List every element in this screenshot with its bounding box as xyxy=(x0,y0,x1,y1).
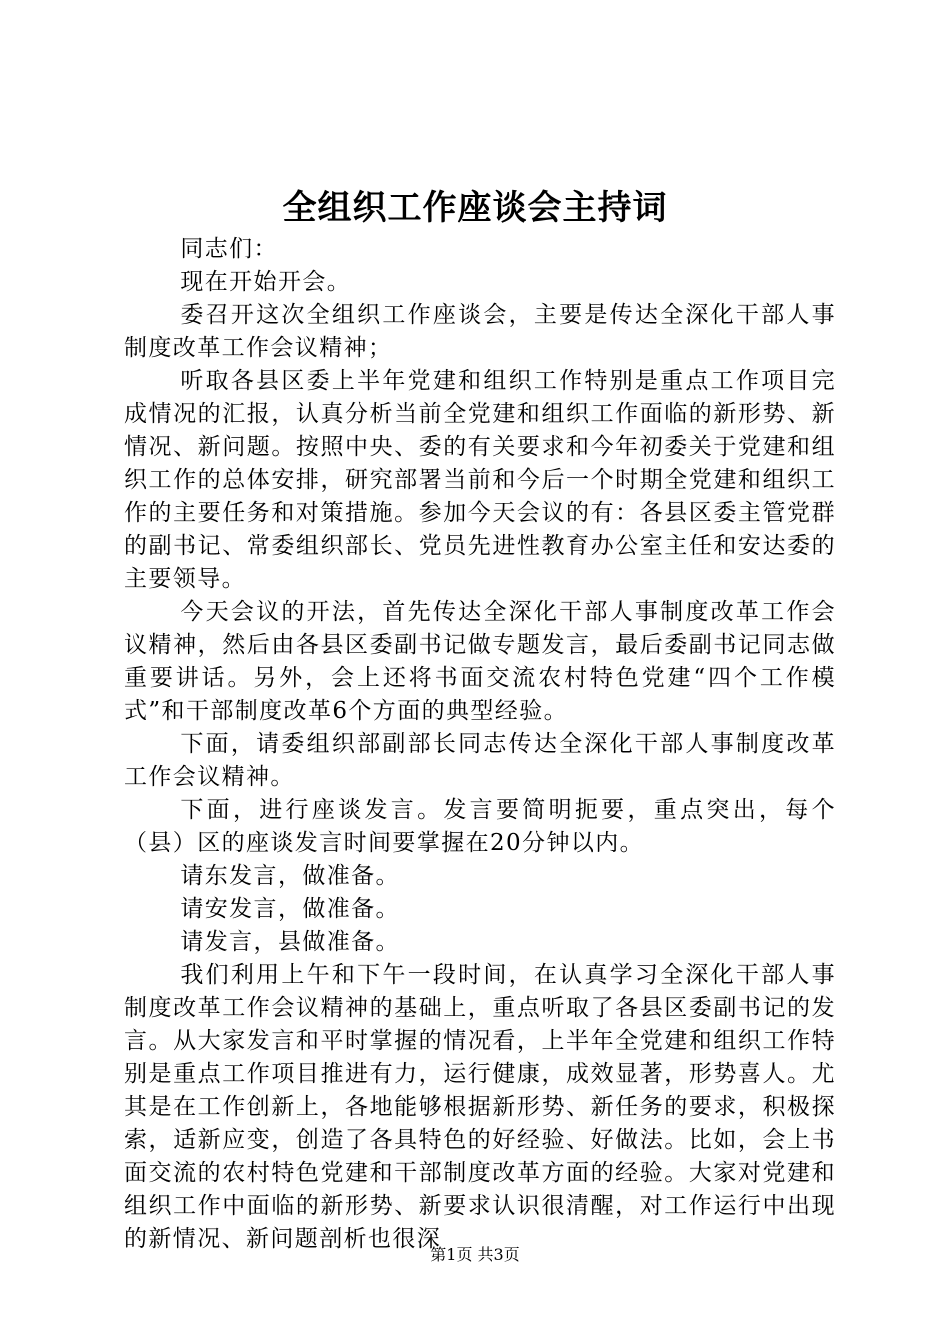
paragraph: 请发言，县做准备。 xyxy=(180,929,400,955)
paragraph: 委召开这次全组织工作座谈会，主要是传达全深化干部人事制度改革工作会议精神； xyxy=(124,302,836,361)
paragraph: 我们利用上午和下午一段时间，在认真学习全深化干部人事制度改革工作会议精神的基础上，重点听取了各县区委副书记的发言。从大家发言和平时掌握的情况看，上半年全党建和组织工作特别是重点工作项目推进有力，运行健康，成效显著，形势喜人。尤其是在工作创新上，各地能够根据新形势、新任务的要求，积极探索，适新应变，创造了各具特色的好经验、好做法。比如，会上书面交流的农村特色党建和干部制度改革方面的经验。大家对党建和组织工作中面临的新形势、新要求认识很清醒，对工作运行中出现的新情况、新问题剖析也很深 xyxy=(124,962,836,1252)
paragraph: 下面，请委组织部副部长同志传达全深化干部人事制度改革工作会议精神。 xyxy=(124,731,836,790)
paragraph: 下面，进行座谈发言。发言要简明扼要，重点突出，每个（县）区的座谈发言时间要掌握在20分钟以内。 xyxy=(124,797,836,856)
paragraph: 现在开始开会。 xyxy=(180,269,352,295)
paragraph: 听取各县区委上半年党建和组织工作特别是重点工作项目完成情况的汇报，认真分析当前全党建和组织工作面临的新形势、新情况、新问题。按照中央、委的有关要求和今年初委关于党建和组织工作的总体安排，研究部署当前和今后一个时期全党建和组织工作的主要任务和对策措施。参加今天会议的有：各县区委主管党群的副书记、常委组织部长、党员先进性教育办公室主任和安达委的主要领导。 xyxy=(124,368,836,592)
document-body xyxy=(124,233,836,1256)
paragraph: 请安发言，做准备。 xyxy=(180,896,400,922)
paragraph: 请东发言，做准备。 xyxy=(180,863,400,889)
document-title: 全组织工作座谈会主持词 xyxy=(282,188,668,228)
paragraph: 同志们： xyxy=(180,236,278,262)
paragraph: 今天会议的开法，首先传达全深化干部人事制度改革工作会议精神，然后由各县区委副书记做专题发言，最后委副书记同志做重要讲话。另外，会上还将书面交流农村特色党建“四个工作模式”和干部制度改革6个方面的典型经验。 xyxy=(124,599,836,724)
page-footer: 第1页 共3页 xyxy=(430,1245,520,1264)
